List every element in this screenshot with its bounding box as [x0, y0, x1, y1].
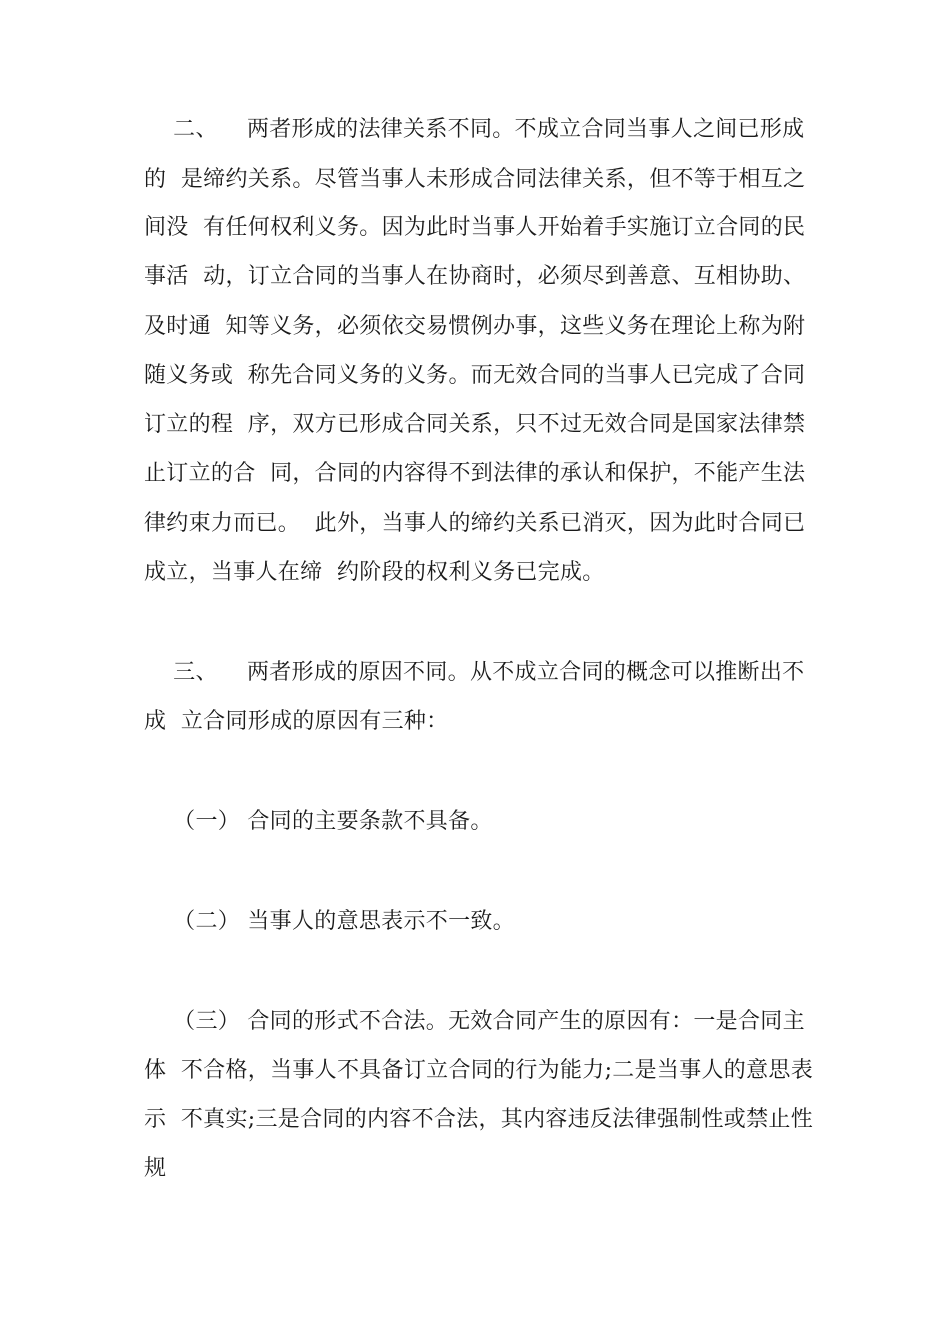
- paragraph-1-line-4: 事活 动，订立合同的当事人在协商时，必须尽到善意、互相协助、: [144, 264, 806, 289]
- list-item-2: （二） 当事人的意思表示不一致。: [144, 909, 515, 934]
- list-item-1: （一） 合同的主要条款不具备。: [144, 809, 493, 834]
- paragraph-1-line-10: 成立，当事人在缔 约阶段的权利义务已完成。: [144, 560, 605, 585]
- list-item-3-line-3: 示 不真实;三是合同的内容不合法，其内容违反法律强制性或禁止性: [144, 1107, 814, 1132]
- list-item-3-line-4: 规: [144, 1156, 167, 1181]
- paragraph-1-line-5: 及时通 知等义务，必须依交易惯例办事，这些义务在理论上称为附: [144, 314, 806, 339]
- paragraph-1-line-3: 间没 有任何权利义务。因为此时当事人开始着手实施订立合同的民: [144, 215, 806, 240]
- paragraph-1-line-1: 二、 两者形成的法律关系不同。不成立合同当事人之间已形成: [144, 117, 805, 142]
- paragraph-1-line-2: 的 是缔约关系。尽管当事人未形成合同法律关系，但不等于相互之: [144, 167, 806, 192]
- paragraph-2-line-1: 三、 两者形成的原因不同。从不成立合同的概念可以推断出不: [144, 660, 805, 685]
- list-item-3-line-2: 体 不合格，当事人不具备订立合同的行为能力;二是当事人的意思表: [144, 1058, 814, 1083]
- paragraph-1-line-8: 止订立的合 同，合同的内容得不到法律的承认和保护，不能产生法: [144, 461, 806, 486]
- paragraph-1-line-7: 订立的程 序，双方已形成合同关系，只不过无效合同是国家法律禁: [144, 412, 806, 437]
- list-item-3-line-1: （三） 合同的形式不合法。无效合同产生的原因有：一是合同主: [144, 1009, 805, 1034]
- paragraph-2-line-2: 成 立合同形成的原因有三种：: [144, 709, 449, 734]
- paragraph-1-line-6: 随义务或 称先合同义务的义务。而无效合同的当事人已完成了合同: [144, 363, 806, 388]
- paragraph-1-line-9: 律约束力而已。 此外，当事人的缔约关系已消灭，因为此时合同已: [144, 511, 806, 536]
